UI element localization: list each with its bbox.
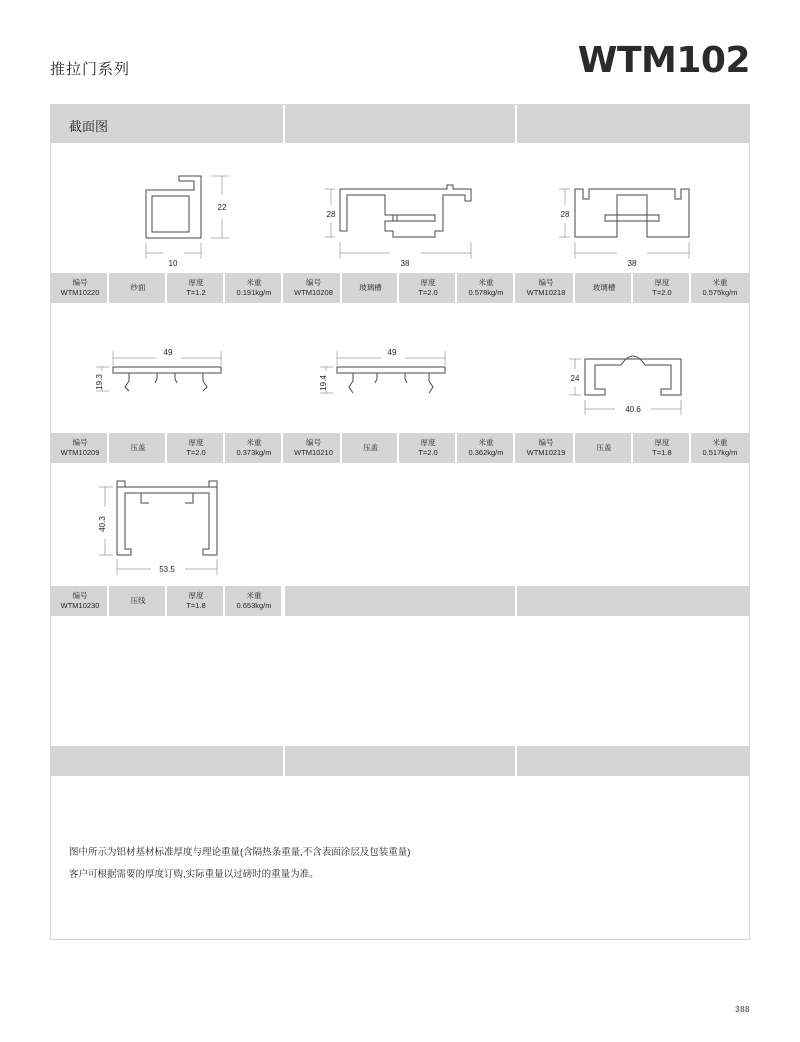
spec-thickness-cell — [167, 433, 225, 463]
note-line-1: 图中所示为铝材基材标准厚度与理论重量(含隔热条重量,不含表面涂层及包装重量) — [69, 847, 411, 858]
spec-weight-value: 0.191kg/m — [236, 288, 272, 297]
spec-code-value: WTM10210 — [294, 448, 333, 457]
spec-weight-cell — [225, 586, 283, 616]
spec-weight-label: 米重 — [246, 277, 262, 287]
spec-weight-cell — [691, 433, 749, 463]
spec-thickness-cell — [399, 433, 457, 463]
profile-drawing-wtm10220 — [51, 143, 283, 273]
spec-weight-label: 米重 — [478, 437, 494, 447]
section-title: 截面图 — [69, 119, 109, 134]
spec-name-cell — [109, 273, 167, 303]
spec-weight-cell — [457, 433, 515, 463]
spec-group-2 — [285, 273, 515, 303]
profile-table — [50, 104, 750, 940]
profile-drawing-wtm10210 — [285, 303, 515, 433]
spec-thickness-cell — [167, 586, 225, 616]
spec-thickness-value: T=2.0 — [418, 288, 438, 297]
spec-group-2 — [285, 433, 515, 463]
spec-group-1 — [51, 273, 283, 303]
cell-divider — [283, 616, 285, 746]
spec-code-value: WTM10208 — [294, 288, 333, 297]
spec-band-3 — [51, 586, 749, 616]
drawing-row-1 — [51, 143, 749, 273]
profile-drawing-wtm10230 — [51, 463, 283, 586]
spec-code-cell — [51, 586, 109, 616]
spec-thickness-value: T=1.2 — [186, 288, 206, 297]
spec-name-value: 压盖 — [363, 442, 378, 452]
spec-code-value: WTM10209 — [60, 448, 100, 457]
cell-divider — [515, 586, 517, 616]
spec-name-cell — [109, 433, 167, 463]
spec-band-empty — [51, 746, 749, 776]
spec-weight-value: 0.575kg/m — [702, 288, 738, 297]
page-number: 388 — [735, 1005, 750, 1014]
cell-divider — [283, 586, 285, 616]
spec-thickness-value: T=2.0 — [652, 288, 672, 297]
spec-weight-cell — [225, 433, 283, 463]
spec-thickness-label: 厚度 — [188, 437, 204, 447]
spec-thickness-label: 厚度 — [654, 437, 670, 447]
cell-divider — [283, 105, 285, 143]
spec-name-cell — [342, 273, 399, 303]
spec-name-value: 压盖 — [596, 442, 612, 452]
spec-code-label: 编号 — [306, 437, 321, 447]
spec-name-cell — [109, 586, 167, 616]
spec-thickness-value: T=2.0 — [418, 448, 438, 457]
spec-group-3-empty — [517, 586, 749, 616]
spec-code-label: 编号 — [72, 277, 88, 287]
spec-weight-cell — [691, 273, 749, 303]
dim-width-label: 49 — [163, 348, 173, 357]
dim-height-label: 24 — [570, 374, 580, 383]
spec-code-label: 编号 — [306, 277, 321, 287]
spec-code-label: 编号 — [538, 277, 554, 287]
spec-code-cell — [285, 433, 342, 463]
cell-divider — [515, 463, 517, 586]
spec-group-1 — [51, 433, 283, 463]
spec-code-cell — [51, 433, 109, 463]
drawing-row-2 — [51, 303, 749, 433]
spec-group-2-empty — [285, 586, 515, 616]
spec-name-cell — [575, 433, 633, 463]
spec-thickness-label: 厚度 — [188, 590, 204, 600]
spec-name-cell — [575, 273, 633, 303]
spec-name-value: 玻璃槽 — [592, 282, 616, 292]
spec-band-2 — [51, 433, 749, 463]
profile-drawing-wtm10219 — [517, 303, 749, 433]
spec-band-1 — [51, 273, 749, 303]
dim-height-label: 19.4 — [319, 375, 328, 391]
spec-thickness-cell — [633, 273, 691, 303]
spec-weight-label: 米重 — [246, 590, 262, 600]
spec-thickness-label: 厚度 — [188, 277, 204, 287]
spec-thickness-label: 厚度 — [420, 437, 436, 447]
cell-divider — [515, 616, 517, 746]
dim-width-label: 38 — [400, 259, 410, 268]
spec-weight-value: 0.373kg/m — [236, 448, 272, 457]
spec-thickness-value: T=1.8 — [186, 601, 206, 610]
spec-code-label: 编号 — [72, 590, 88, 600]
spec-thickness-cell — [167, 273, 225, 303]
dim-height-label: 28 — [560, 210, 570, 219]
spec-weight-value: 0.578kg/m — [468, 288, 504, 297]
section-title-band — [51, 105, 749, 143]
spec-group-1 — [51, 586, 283, 616]
notes-area — [51, 776, 749, 939]
spec-code-cell — [285, 273, 342, 303]
cell-divider — [515, 105, 517, 143]
spec-group-3 — [517, 273, 749, 303]
spec-weight-cell — [457, 273, 515, 303]
spec-name-value: 纱面 — [130, 282, 146, 292]
cell-divider — [515, 746, 517, 776]
spec-weight-cell — [225, 273, 283, 303]
spec-thickness-label: 厚度 — [654, 277, 670, 287]
spec-name-cell — [342, 433, 399, 463]
spec-code-value: WTM10220 — [60, 288, 100, 297]
dim-height-label: 19.3 — [95, 374, 104, 390]
dim-width-label: 10 — [168, 259, 178, 268]
spec-thickness-cell — [633, 433, 691, 463]
spec-code-label: 编号 — [72, 437, 88, 447]
series-title: 推拉门系列 — [50, 61, 131, 78]
spec-code-cell — [517, 433, 575, 463]
cell-divider — [283, 746, 285, 776]
note-line-2: 客户可根据需要的厚度订购,实际重量以过磅时的重量为准。 — [69, 869, 319, 880]
spec-code-value: WTM10230 — [60, 601, 100, 610]
spec-code-label: 编号 — [538, 437, 554, 447]
spec-name-value: 压线 — [130, 595, 146, 605]
dim-height-label: 40.3 — [98, 516, 107, 532]
dim-width-label: 38 — [627, 259, 637, 268]
spec-weight-label: 米重 — [478, 277, 494, 287]
spec-weight-value: 0.653kg/m — [236, 601, 272, 610]
spec-thickness-cell — [399, 273, 457, 303]
dim-width-label: 49 — [387, 348, 397, 357]
spec-code-cell — [517, 273, 575, 303]
spec-thickness-value: T=1.8 — [652, 448, 672, 457]
model-code: WTM102 — [577, 40, 750, 81]
spec-code-cell — [51, 273, 109, 303]
spec-code-value: WTM10219 — [526, 448, 566, 457]
spec-thickness-label: 厚度 — [420, 277, 436, 287]
cell-divider — [283, 463, 285, 586]
dim-width-label: 53.5 — [159, 565, 175, 574]
spec-weight-value: 0.517kg/m — [702, 448, 738, 457]
dim-height-label: 28 — [326, 210, 336, 219]
spec-weight-value: 0.362kg/m — [468, 448, 504, 457]
spec-weight-label: 米重 — [246, 437, 262, 447]
page-header — [0, 40, 800, 96]
profile-drawing-wtm10208 — [285, 143, 515, 273]
spec-name-value: 压盖 — [130, 442, 146, 452]
spec-group-3 — [517, 433, 749, 463]
dim-height-label: 22 — [217, 203, 227, 212]
spec-thickness-value: T=2.0 — [186, 448, 206, 457]
spec-weight-label: 米重 — [712, 437, 728, 447]
profile-drawing-wtm10218 — [517, 143, 749, 273]
drawing-row-3 — [51, 463, 749, 586]
spec-code-value: WTM10218 — [526, 288, 566, 297]
drawing-row-empty — [51, 616, 749, 746]
profile-drawing-wtm10209 — [51, 303, 283, 433]
spec-name-value: 玻璃槽 — [359, 282, 382, 292]
dim-width-label: 40.6 — [625, 405, 641, 414]
spec-weight-label: 米重 — [712, 277, 728, 287]
